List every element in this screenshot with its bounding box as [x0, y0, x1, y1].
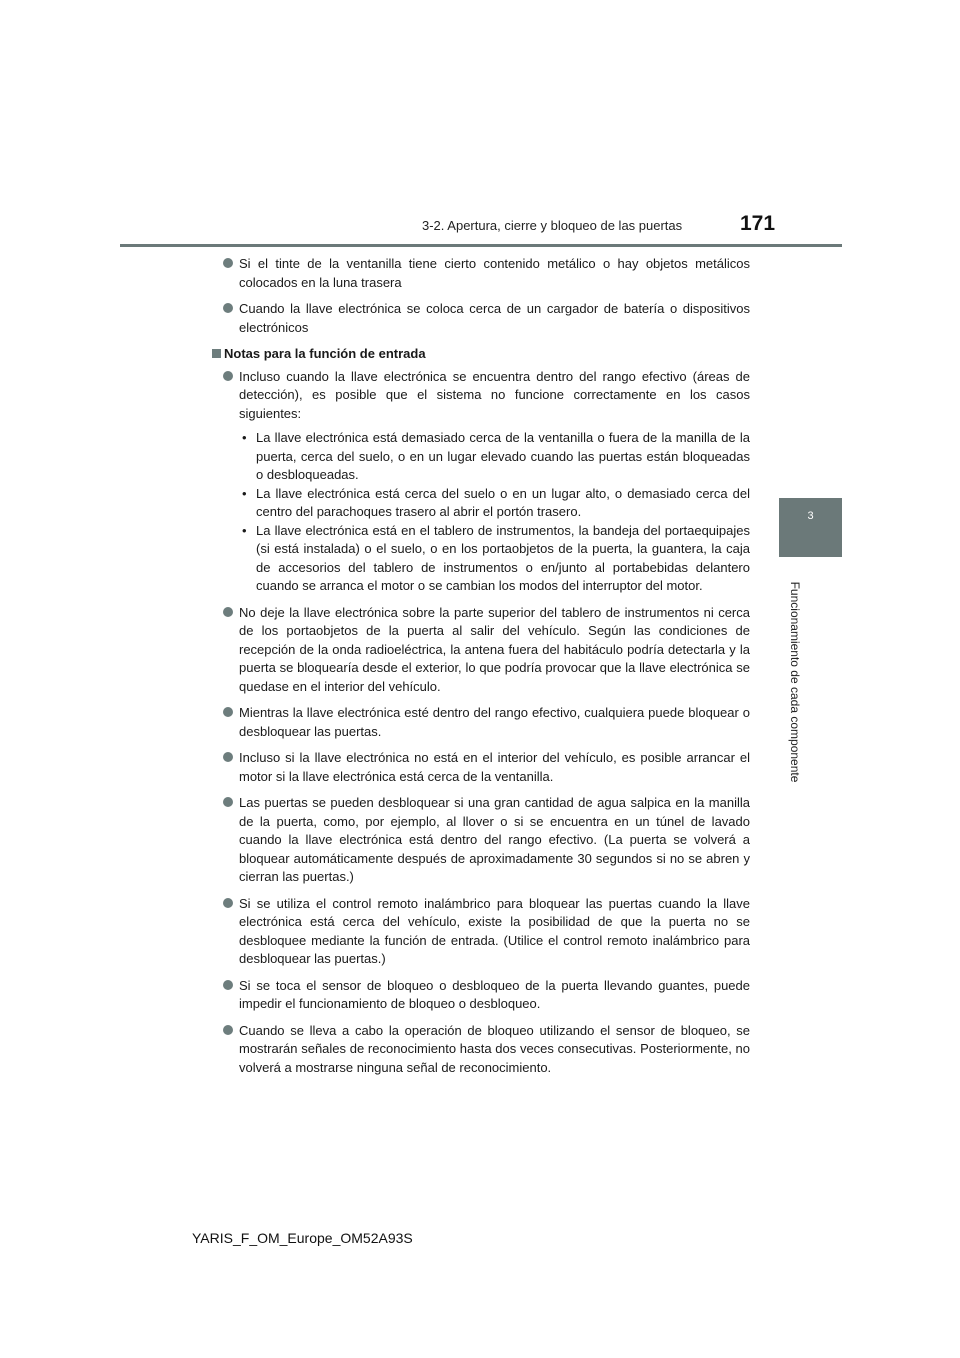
- bullet-icon: [223, 898, 233, 908]
- main-content: [222, 255, 750, 1085]
- list-item-text: Si se toca el sensor de bloqueo o desbloqueo de la puerta llevando guantes, puede impedir el funcionamiento de bloqueo o desbloqueo.: [239, 977, 750, 1011]
- square-bullet-icon: [212, 349, 221, 358]
- list-item: [222, 704, 750, 741]
- sub-list-item: [239, 485, 750, 522]
- chapter-tab: [779, 498, 842, 557]
- bullet-icon: [223, 371, 233, 381]
- list-item-text: Incluso cuando la llave electrónica se encuentra dentro del rango efectivo (áreas de detección), es posible que el sistema no funcione correctamente en los casos siguientes:: [239, 368, 750, 421]
- bullet-icon: [223, 607, 233, 617]
- list-item: [222, 749, 750, 786]
- bullet-icon: [223, 752, 233, 762]
- list-item-text: Mientras la llave electrónica esté dentro del rango efectivo, cualquiera puede bloquear o desbloquear las puertas.: [239, 705, 750, 739]
- bullet-icon: [223, 1025, 233, 1035]
- list-item-text: Incluso si la llave electrónica no está en el interior del vehículo, es posible arrancar el motor si la llave electrónica está cerca de la ventanilla.: [239, 750, 750, 784]
- chapter-number: 3: [807, 510, 814, 522]
- sub-bullet-marker: •: [242, 485, 247, 501]
- list-item: [222, 895, 750, 969]
- sub-list: [239, 429, 750, 596]
- sub-list-item-text: La llave electrónica está cerca del suelo o en un lugar alto, o demasiado cerca del centro del parachoques trasero al abrir el portón trasero.: [256, 485, 750, 519]
- sub-list-item-text: La llave electrónica está demasiado cerca de la ventanilla o fuera de la manilla de la puerta, cerca del suelo, o en un lugar elevado cuando las puertas están bloqueadas o desbloqueadas.: [256, 430, 750, 482]
- list-item: [222, 794, 750, 887]
- sub-bullet-marker: •: [242, 430, 247, 445]
- sub-list-item: [239, 522, 750, 596]
- section-heading-text: Notas para la función de entrada: [224, 346, 426, 361]
- list-item: [222, 1022, 750, 1078]
- page-number: 171: [740, 212, 776, 235]
- list-item: [222, 368, 750, 596]
- list-item-text: Si el tinte de la ventanilla tiene cierto contenido metálico o hay objetos metálicos colocados en la luna trasera: [239, 256, 750, 290]
- section-title: 3-2. Apertura, cierre y bloqueo de las puertas: [422, 218, 683, 233]
- sub-list-item-text: La llave electrónica está en el tablero de instrumentos, la bandeja del portaequipajes (si está instalada) o el suelo, o en los portaobjetos de la puerta, la guantera, la caja de accesorios del tablero de instrumentos o en/junto al portabebidas delantero cuando se arranca el motor o se cambian los modos del interruptor del motor.: [256, 522, 750, 593]
- sub-bullet-marker: •: [242, 522, 247, 538]
- bullet-icon: [223, 258, 233, 268]
- chapter-title-wrap: [783, 560, 807, 804]
- sub-list-item: [239, 429, 750, 485]
- chapter-title: Funcionamiento de cada componente: [788, 581, 802, 783]
- list-item-text: Si se utiliza el control remoto inalámbrico para bloquear las puertas cuando la llave electrónica está cerca del vehículo, existe la posibilidad de que la puerta no se desbloquee mediante la función de entrada. (Utilice el control remoto inalámbrico para desbloquear las puertas.): [239, 895, 750, 966]
- list-item-text: Cuando se lleva a cabo la operación de bloqueo utilizando el sensor de bloqueo, se mostrarán señales de reconocimiento hasta dos veces consecutivas. Posteriormente, no volverá a mostrarse ninguna señal de reconocimiento.: [239, 1022, 750, 1075]
- section-heading: [212, 345, 750, 364]
- list-item-text: Las puertas se pueden desbloquear si una gran cantidad de agua salpica en la manilla de la puerta, como, por ejemplo, al llover o si se encuentra en un túnel de lavado cuando la llave electrónica está dentro del rango efectivo. (La puerta se volverá a bloquear automáticamente después de aproximadamente 30 segundos si no se abren y cierran las puertas.): [239, 795, 750, 884]
- list-item-text: Cuando la llave electrónica se coloca cerca de un cargador de batería o dispositivos electrónicos: [239, 301, 750, 335]
- bullet-icon: [223, 707, 233, 717]
- document-code: YARIS_F_OM_Europe_OM52A93S: [192, 1230, 413, 1246]
- list-item: [222, 300, 750, 337]
- bullet-icon: [223, 980, 233, 990]
- list-item-text: No deje la llave electrónica sobre la parte superior del tablero de instrumentos ni cerca de los portaobjetos de la puerta al salir del vehículo. Según las condiciones de recepción de la onda radioeléctrica, la antena fuera del habitáculo podría detectarla y la puerta se bloquearía desde el exterior, lo que podría provocar que la llave electrónica se quedase en el interior del vehículo.: [239, 604, 750, 694]
- list-item: [222, 255, 750, 292]
- header-divider: [120, 244, 842, 247]
- bullet-icon: [223, 303, 233, 313]
- list-item: [222, 604, 750, 697]
- bullet-icon: [223, 797, 233, 807]
- list-item: [222, 977, 750, 1014]
